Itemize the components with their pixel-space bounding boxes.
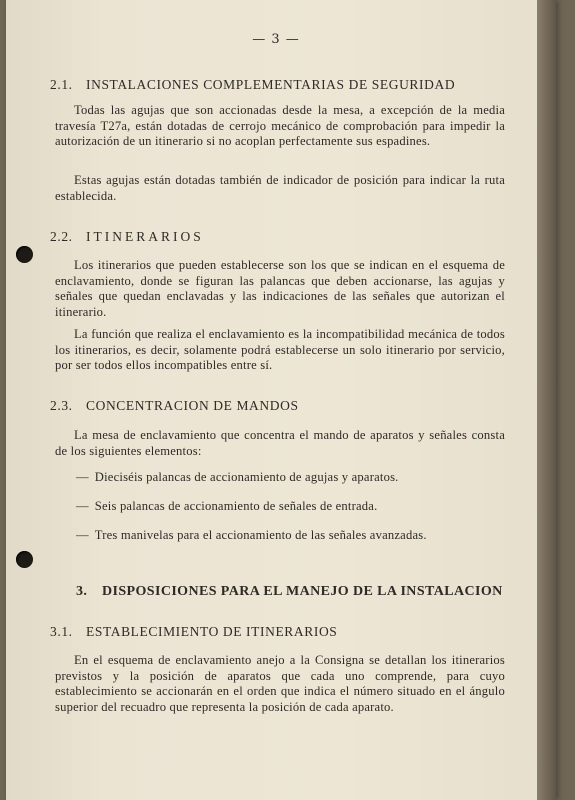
paragraph: La función que realiza el enclavamiento es la incompatibilidad mecánica de todos los itinerarios, es decir, solamente podrá establecerse un solo itinerario por servicio, por ser todos ellos incompatibles entre sí. <box>55 327 505 373</box>
section-title: ESTABLECIMIENTO DE ITINERARIOS <box>86 624 338 639</box>
paragraph: La mesa de enclavamiento que concentra el mando de aparatos y señales consta de los siguientes elementos: <box>55 428 505 458</box>
list-item <box>76 470 399 485</box>
chapter-heading <box>76 584 503 600</box>
page-number: — 3 — <box>252 32 300 47</box>
list-item <box>76 499 377 514</box>
section-number: 2.2. <box>50 229 73 244</box>
section-number: 3.1. <box>50 624 73 639</box>
paragraph: Todas las agujas que son accionadas desde la mesa, a excepción de la media travesía T27a, están dotadas de cerrojo mecánico de comprobación para impedir la autorización de un itinerario si no acoplan perfectamente sus espadines. <box>55 103 505 149</box>
binder-hole <box>16 246 33 263</box>
section-heading <box>50 229 204 245</box>
list-item-text: Seis palancas de accionamiento de señales de entrada. <box>94 499 378 513</box>
paragraph: Los itinerarios que pueden establecerse son los que se indican en el esquema de enclavamiento, donde se figuran las palancas que deben accionarse, las agujas y señales que quedan enclavadas y las indicaciones de las señales que autorizan el itinerario. <box>55 258 505 319</box>
section-number: 3. <box>76 584 88 599</box>
paragraph: Estas agujas están dotadas también de indicador de posición para indicar la ruta establecida. <box>55 173 505 203</box>
section-number: 2.3. <box>50 398 73 413</box>
section-heading <box>50 398 299 414</box>
section-number: 2.1. <box>50 77 73 92</box>
list-marker: — <box>76 470 89 484</box>
paragraph: En el esquema de enclavamiento anejo a la Consigna se detallan los itinerarios previstos y la posición de aparatos que cada uno comprende, para cuyo establecimiento se accionarán en el orden que indica el número situado en el ángulo superior del recuadro que representa la posición de cada aparato. <box>55 653 505 714</box>
list-item-text: Tres manivelas para el accionamiento de las señales avanzadas. <box>94 528 427 542</box>
list-marker: — <box>76 528 89 542</box>
section-heading <box>50 77 455 93</box>
document-page <box>6 0 556 800</box>
list-marker: — <box>76 499 89 513</box>
section-title: ITINERARIOS <box>86 229 204 244</box>
section-title: INSTALACIONES COMPLEMENTARIAS DE SEGURIDAD <box>86 77 456 92</box>
section-title: CONCENTRACION DE MANDOS <box>86 398 299 413</box>
list-item-text: Dieciséis palancas de accionamiento de agujas y aparatos. <box>94 470 399 484</box>
page-edge <box>537 0 556 800</box>
section-title: DISPOSICIONES PARA EL MANEJO DE LA INSTALACION <box>102 584 503 599</box>
list-item <box>76 528 427 543</box>
binder-hole <box>16 551 33 568</box>
section-heading <box>50 624 337 640</box>
